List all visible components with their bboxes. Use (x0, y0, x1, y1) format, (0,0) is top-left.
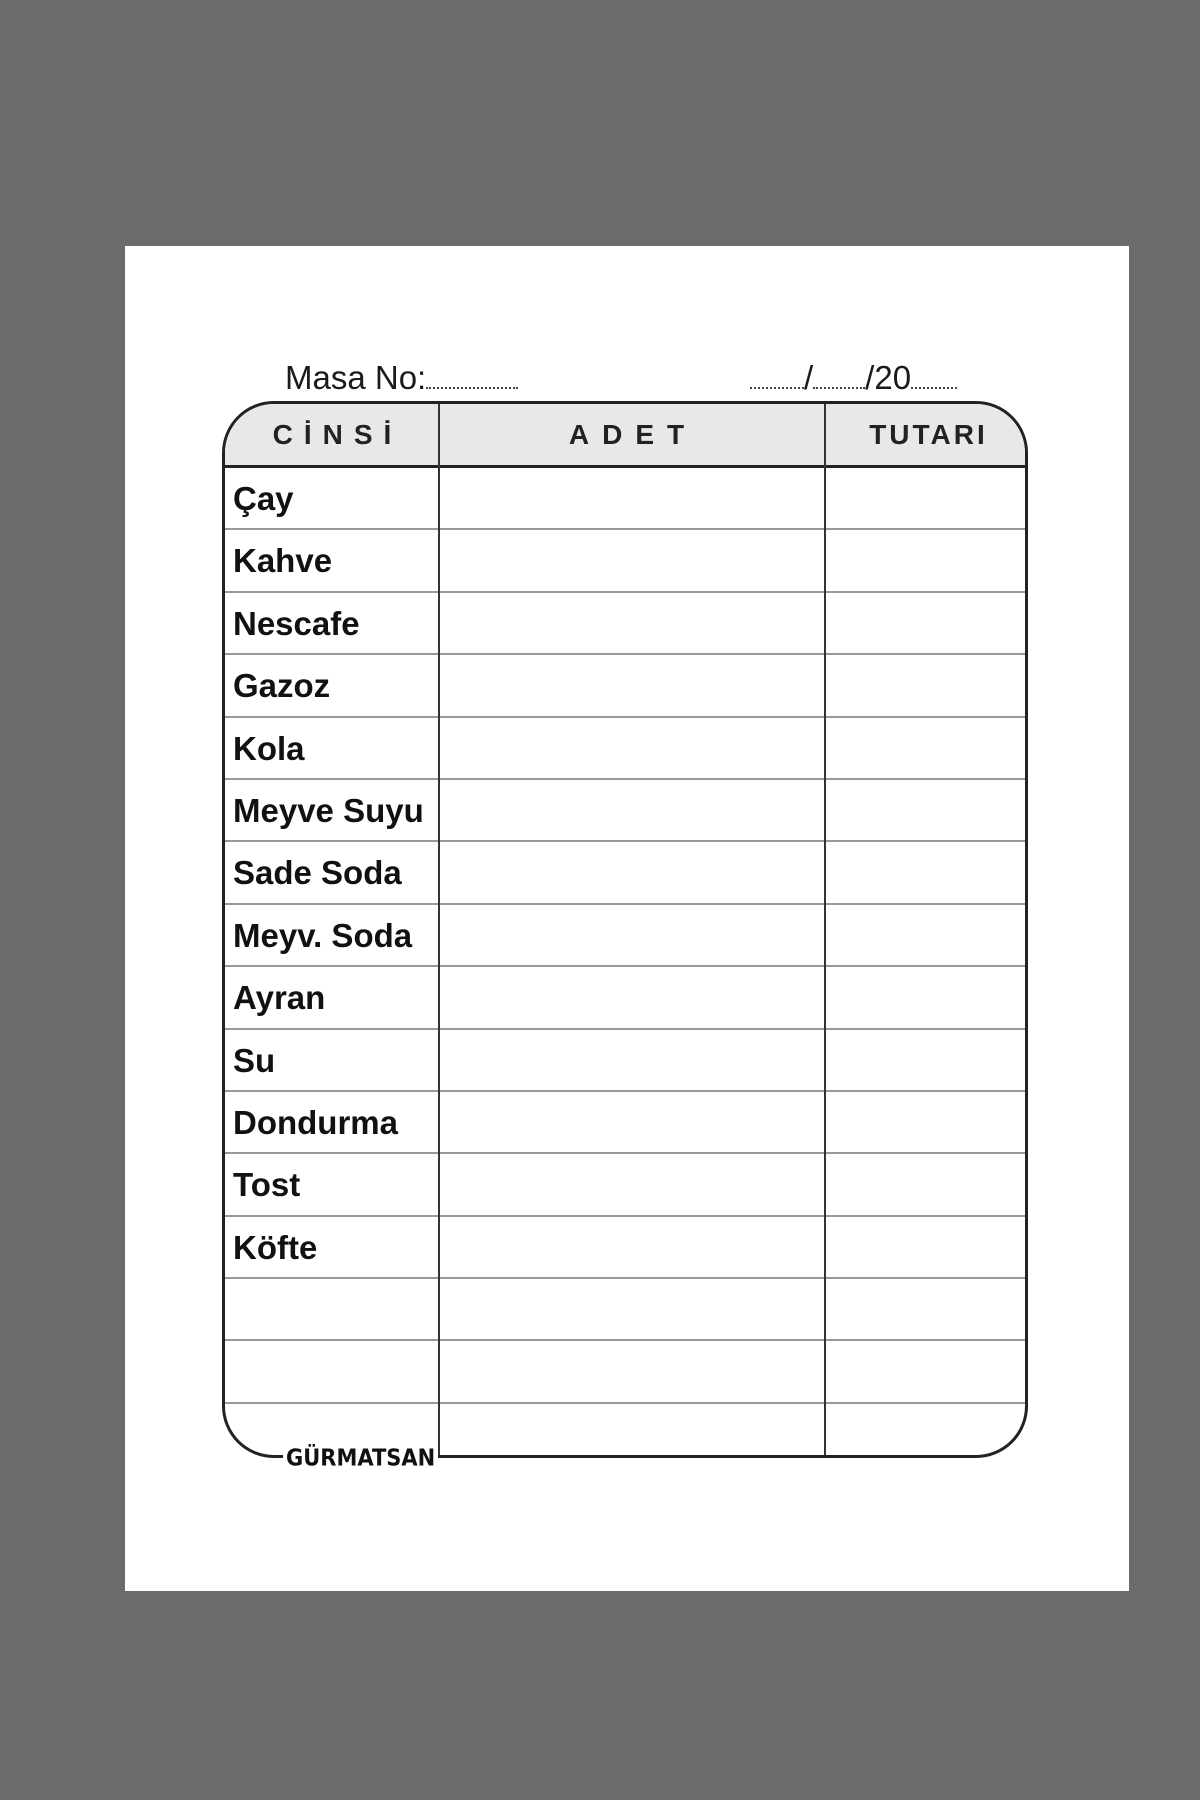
month-blank (813, 383, 865, 389)
table-row (225, 593, 1025, 655)
item-name: Kola (233, 729, 305, 767)
column-divider-1 (438, 404, 440, 1455)
column-header-cinsi: CİNSİ (272, 419, 403, 450)
item-name: Çay (233, 480, 294, 517)
item-name: Köfte (233, 1228, 318, 1266)
table-row (225, 1217, 1025, 1279)
item-name: Dondurma (233, 1103, 398, 1141)
table-row (225, 1092, 1025, 1154)
day-blank (750, 383, 804, 389)
table-number-label: Masa No: (285, 359, 427, 396)
item-name: Nescafe (233, 604, 360, 642)
brand-logo: GÜRMATSAN (283, 1445, 438, 1471)
table-row (225, 1030, 1025, 1092)
table-row (225, 1279, 1025, 1341)
date-separator-2: /20 (865, 359, 912, 396)
item-name: Meyve Suyu (233, 791, 424, 829)
order-table (222, 401, 1028, 1458)
item-name: Meyv. Soda (233, 916, 413, 954)
table-row (225, 1154, 1025, 1216)
order-form-paper (125, 246, 1129, 1591)
item-name: Ayran (233, 979, 326, 1017)
item-name: Sade Soda (233, 854, 402, 892)
table-row (225, 655, 1025, 717)
table-row (225, 967, 1025, 1029)
table-row (225, 842, 1025, 904)
column-header-tutari: TUTARI (869, 419, 988, 450)
table-row (225, 530, 1025, 592)
table-row (225, 718, 1025, 780)
table-number-blank (426, 383, 518, 389)
column-divider-2 (824, 404, 826, 1455)
table-row (225, 905, 1025, 967)
table-row (225, 1341, 1025, 1403)
date-separator-1: / (804, 359, 814, 396)
item-name: Su (233, 1041, 276, 1079)
table-header (225, 404, 1025, 468)
item-name: Kahve (233, 542, 333, 580)
table-body (225, 468, 1025, 1458)
column-header-adet: ADET (568, 419, 698, 450)
item-name: Gazoz (233, 667, 331, 705)
item-name: Tost (233, 1166, 301, 1204)
table-row (225, 468, 1025, 530)
year-blank (911, 383, 957, 389)
date-field (750, 359, 957, 397)
table-number-field (285, 359, 518, 397)
table-row (225, 780, 1025, 842)
